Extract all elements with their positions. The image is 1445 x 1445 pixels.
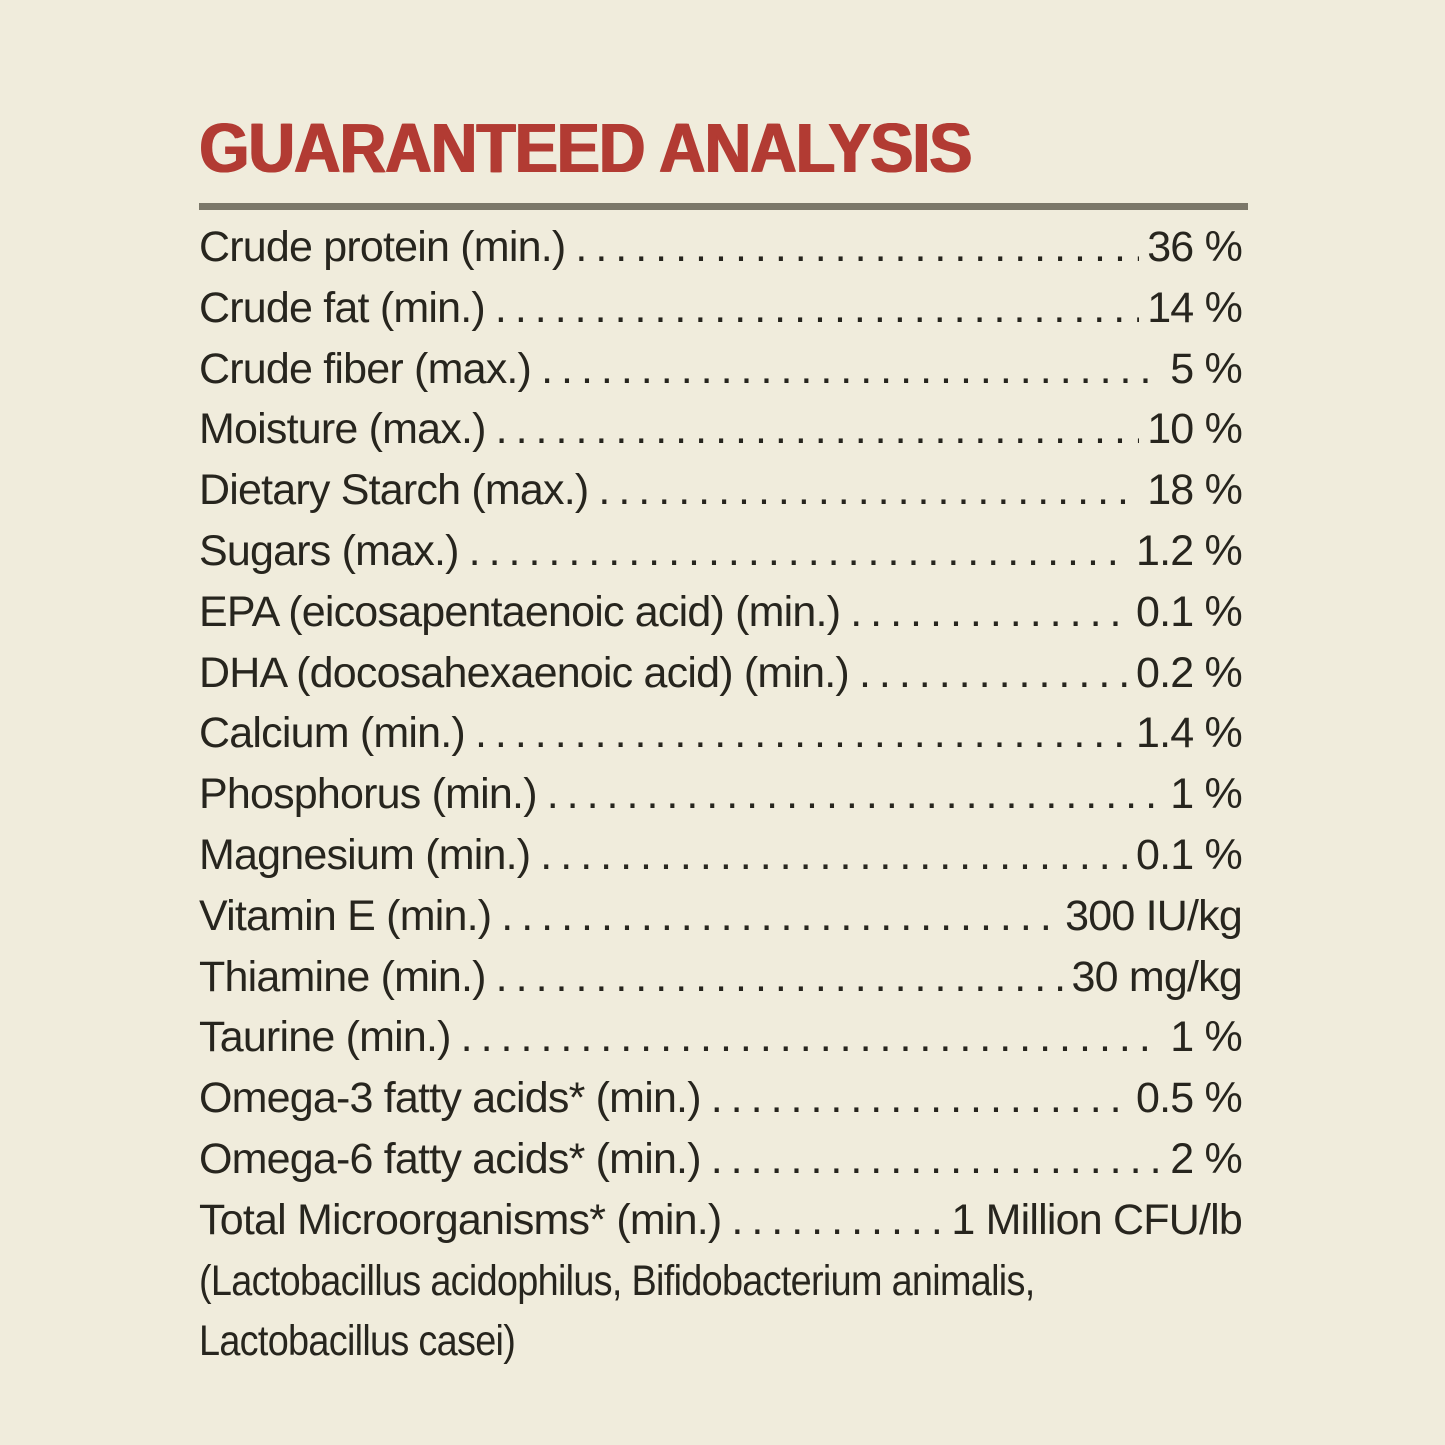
analysis-table — [199, 223, 1248, 1378]
dot-leader — [475, 709, 1128, 758]
nutrient-label: Omega-6 fatty acids* (min.) — [199, 1134, 701, 1183]
analysis-row-crude-fat — [199, 284, 1242, 345]
nutrient-value: 18 % — [1147, 466, 1242, 515]
nutrient-label: Moisture (max.) — [199, 405, 486, 454]
analysis-row-omega-3 — [199, 1074, 1242, 1135]
nutrient-value: 1 % — [1170, 1013, 1242, 1062]
dot-leader — [575, 223, 1139, 272]
nutrient-value: 1.4 % — [1136, 709, 1242, 758]
nutrient-label: Crude fiber (max.) — [199, 344, 532, 393]
dot-leader — [469, 527, 1128, 576]
nutrient-value: 36 % — [1147, 223, 1242, 271]
nutrient-value: 1 % — [1170, 770, 1242, 819]
nutrient-label: Vitamin E (min.) — [199, 891, 492, 940]
guaranteed-analysis-panel — [199, 109, 1248, 1378]
dot-leader — [547, 770, 1163, 819]
analysis-row-vitamin-e — [199, 892, 1242, 953]
divider-rule — [199, 203, 1248, 210]
nutrient-label: Dietary Starch (max.) — [199, 466, 589, 515]
analysis-row-taurine — [199, 1013, 1242, 1074]
analysis-row-magnesium — [199, 831, 1242, 892]
nutrient-value: 30 mg/kg — [1071, 952, 1242, 1001]
dot-leader — [496, 405, 1140, 454]
nutrient-label: Sugars (max.) — [199, 526, 459, 575]
nutrient-label: Magnesium (min.) — [199, 830, 531, 879]
nutrient-value: 1.2 % — [1136, 526, 1242, 575]
dot-leader — [540, 831, 1128, 880]
dot-leader — [461, 1013, 1163, 1062]
microorganisms-footnote-line-1 — [199, 1257, 1117, 1318]
analysis-row-thiamine — [199, 953, 1242, 1014]
section-title: GUARANTEED ANALYSIS — [199, 109, 972, 187]
analysis-row-epa — [199, 588, 1242, 649]
nutrient-value: 10 % — [1147, 405, 1242, 454]
nutrient-value: 300 IU/kg — [1065, 891, 1242, 940]
dot-leader — [541, 345, 1162, 394]
nutrient-value: 0.1 % — [1136, 587, 1242, 636]
analysis-row-total-microorganisms — [199, 1196, 1242, 1257]
footnote-text: (Lactobacillus acidophilus, Bifidobacterium animalis, — [199, 1256, 1035, 1305]
nutrient-value: 0.2 % — [1136, 648, 1242, 697]
analysis-row-calcium — [199, 709, 1242, 770]
analysis-row-crude-fiber — [199, 345, 1242, 406]
nutrient-value: 14 % — [1147, 283, 1242, 332]
nutrient-label: Calcium (min.) — [199, 709, 465, 758]
nutrient-label: Phosphorus (min.) — [199, 770, 537, 819]
nutrient-value: 2 % — [1170, 1134, 1242, 1183]
nutrient-label: Thiamine (min.) — [199, 952, 486, 1001]
nutrient-label: EPA (eicosapentaenoic acid) (min.) — [199, 587, 841, 636]
analysis-row-dha — [199, 649, 1242, 710]
analysis-row-omega-6 — [199, 1135, 1242, 1196]
nutrient-label: Crude protein (min.) — [199, 223, 566, 271]
nutrient-label: Taurine (min.) — [199, 1013, 451, 1062]
dot-leader — [711, 1135, 1163, 1184]
analysis-row-phosphorus — [199, 770, 1242, 831]
microorganisms-footnote-line-2 — [199, 1317, 1117, 1378]
dot-leader — [496, 953, 1064, 1002]
nutrient-label: Total Microorganisms* (min.) — [199, 1195, 722, 1244]
analysis-row-sugars — [199, 527, 1242, 588]
analysis-row-crude-protein — [199, 223, 1242, 284]
dot-leader — [598, 466, 1139, 515]
nutrient-value: 0.1 % — [1136, 830, 1242, 879]
dot-leader — [731, 1196, 943, 1245]
analysis-row-dietary-starch — [199, 466, 1242, 527]
dot-leader — [850, 588, 1128, 637]
dot-leader — [711, 1074, 1128, 1123]
dot-leader — [859, 649, 1128, 698]
nutrient-label: Crude fat (min.) — [199, 283, 485, 332]
nutrient-value: 1 Million CFU/lb — [951, 1195, 1242, 1244]
dot-leader — [495, 284, 1139, 333]
analysis-row-moisture — [199, 405, 1242, 466]
nutrient-value: 0.5 % — [1136, 1074, 1242, 1123]
nutrient-label: DHA (docosahexaenoic acid) (min.) — [199, 648, 849, 697]
dot-leader — [501, 892, 1057, 941]
footnote-text: Lactobacillus casei) — [199, 1317, 516, 1366]
nutrient-value: 5 % — [1170, 344, 1242, 393]
nutrient-label: Omega-3 fatty acids* (min.) — [199, 1074, 701, 1123]
